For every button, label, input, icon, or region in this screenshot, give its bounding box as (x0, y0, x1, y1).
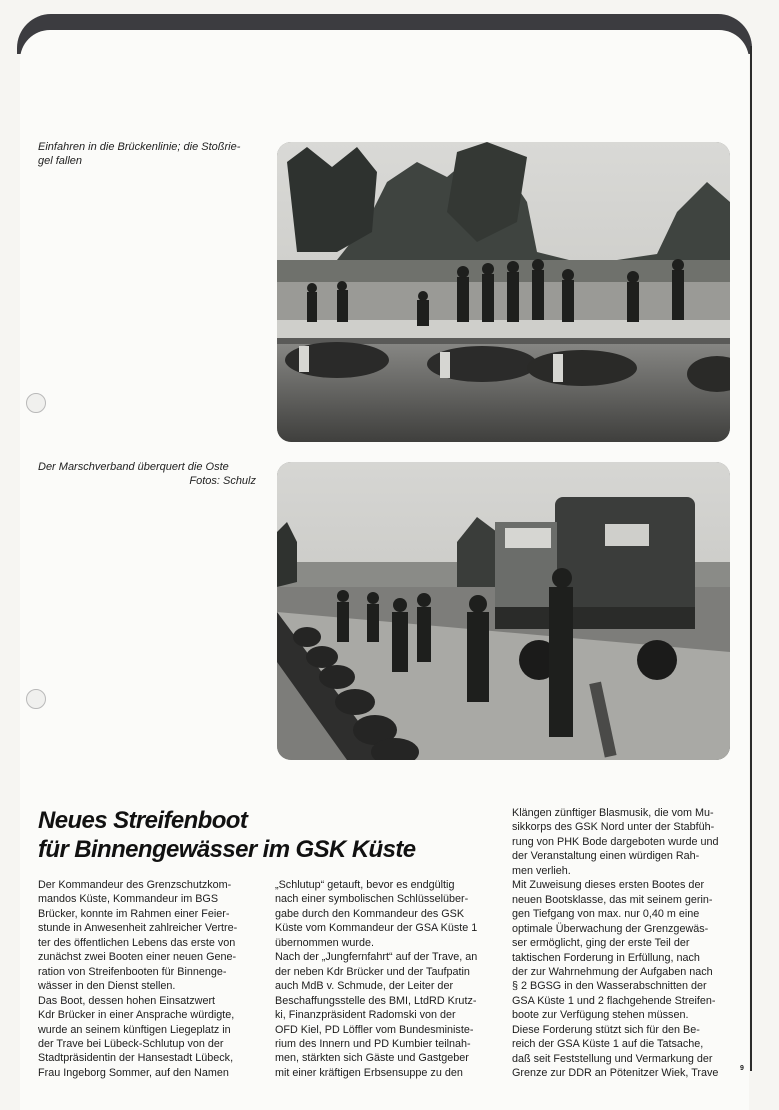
article-column-1: Der Kommandeur des Grenzschutzkom- mandos Küste, Kommandeur im BGS Brücker, konnte im Rahmen einer Feier- stunde in Anwesenheit zahlreicher Vertre- ter des öffentlichen Lebens das erste von zunächst zwei Booten einer neuen Gene- ration von Streifenbooten für Binnenge- wässer in den Dienst stellen. Das Boot, dessen hohen Einsatzwert Kdr Brücker in einer Ansprache würdigte, wurde an seinem künftigen Liegeplatz in der Trave bei Lübeck-Schlutup von der Stadtpräsidentin der Hansestadt Lübeck, Frau Ingeborg Sommer, auf den Namen (38, 879, 238, 1079)
photo-bridge-line (277, 142, 730, 442)
photo-convoy-crossing-image (277, 462, 730, 760)
right-margin-rule (750, 46, 752, 1071)
photo-bridge-line-image (277, 142, 730, 442)
photo-convoy-crossing (277, 462, 730, 760)
article-column-2: „Schlutup“ getauft, bevor es endgültig nach einer symbolischen Schlüsselüber- gabe durch den Kommandeur des GSK Küste vom Kommandeur der GSA Küste 1 übernommen wurde. Nach der „Jungfernfahrt“ auf der Trave, an der neben Kdr Brücker und der Taufpatin auch MdB v. Schmude, der Leiter der Beschaffungsstelle des BMI, LtdRD Krutz- ki, Finanzpräsident Radomski von der OFD Kiel, PD Löffler vom Bundesministe- rium des Innern und PD Kumbier teilnah- men, stärkten sich Gäste und Gastgeber mit einer kräftigen Erbsensuppe zu den (275, 879, 478, 1079)
caption-top-photo: Einfahren in die Brückenlinie; die Stoßrie- gel fallen (38, 141, 241, 167)
page-number: 9 (740, 1065, 744, 1072)
headline-line-1: Neues Streifenboot (38, 807, 248, 834)
punch-hole-icon (26, 393, 46, 413)
article-headline (38, 806, 508, 864)
caption-bottom-text: Der Marschverband überquert die Oste (38, 461, 229, 473)
article-column-3: Klängen zünftiger Blasmusik, die vom Mu- sikkorps des GSK Nord unter der Stabfüh- rung von PHK Bode dargeboten wurde und der Veranstaltung einen würdigen Rah- men verlieh. Mit Zuweisung dieses ersten Bootes der neuen Bootsklasse, das mit seinem gerin- gen Tiefgang von max. nur 0,40 m eine optimale Überwachung der Grenzgewäs- ser ermöglicht, ging der erste Teil der taktischen Forderung in Erfüllung, nach der zur Wahrnehmung der Aufgaben nach § 2 BGSG in den Wasserabschnitten der GSA Küste 1 und 2 flachgehende Streifen- boote zur Verfügung stehen müssen. Diese Forderung stützt sich für den Be- reich der GSA Küste 1 auf die Tatsache, daß seit Feststellung und Vermarkung der Grenze zur DDR an Pötenitzer Wiek, Trave (512, 807, 719, 1080)
photo-credit: Fotos: Schulz (189, 475, 256, 487)
caption-bottom-photo (38, 460, 256, 488)
punch-hole-icon (26, 689, 46, 709)
headline-line-2: für Binnengewässer im GSK Küste (38, 836, 416, 863)
